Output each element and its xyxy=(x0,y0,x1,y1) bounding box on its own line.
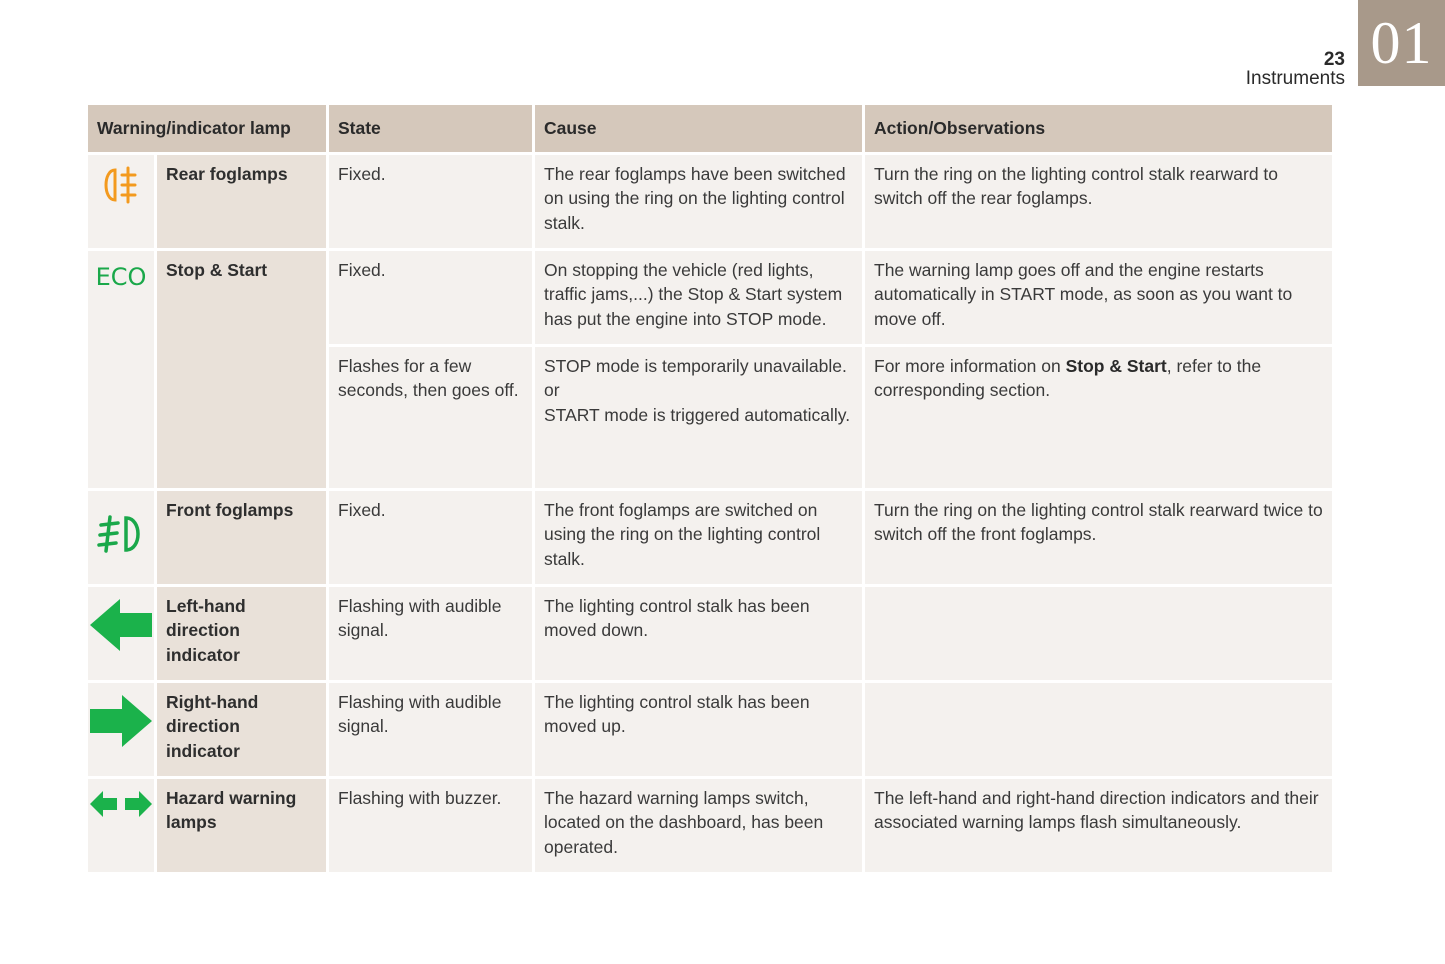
lamp-icon-cell xyxy=(87,250,156,490)
lamp-cause: The lighting control stalk has been moved up. xyxy=(534,682,864,778)
lamp-action: Turn the ring on the lighting control stalk rearward twice to switch off the front foglamps. xyxy=(864,490,1334,586)
lamp-state: Fixed. xyxy=(328,250,534,346)
lamp-cause: The front foglamps are switched on using the ring on the lighting control stalk. xyxy=(534,490,864,586)
action-bold-text: Stop & Start xyxy=(1065,356,1167,376)
lamp-cause: The hazard warning lamps switch, located on the dashboard, has been operated. xyxy=(534,778,864,874)
lamp-icon-cell xyxy=(87,154,156,250)
table-row xyxy=(87,490,1334,586)
lamp-name: Rear foglamps xyxy=(156,154,328,250)
lamp-cause xyxy=(534,346,864,490)
lamp-state: Fixed. xyxy=(328,490,534,586)
cause-line: or xyxy=(544,380,560,401)
rear-foglamp-icon xyxy=(98,165,144,211)
lamp-action: The left-hand and right-hand direction indicators and their associated warning lamps flash simultaneously. xyxy=(864,778,1334,874)
lamp-name: Left-hand direction indicator xyxy=(156,586,328,682)
eco-stop-start-icon xyxy=(93,261,149,297)
lamp-cause: The lighting control stalk has been moved down. xyxy=(534,586,864,682)
lamp-state: Flashing with audible signal. xyxy=(328,682,534,778)
column-header-lamp: Warning/indicator lamp xyxy=(87,104,328,154)
front-foglamp-icon xyxy=(95,513,147,561)
lamp-state: Flashing with audible signal. xyxy=(328,586,534,682)
lamp-icon-cell xyxy=(87,586,156,682)
column-header-state: State xyxy=(328,104,534,154)
column-header-cause: Cause xyxy=(534,104,864,154)
lamp-action xyxy=(864,346,1334,490)
action-text: For more information on xyxy=(874,356,1066,376)
lamp-icon-cell xyxy=(87,490,156,586)
lamp-name: Stop & Start xyxy=(156,250,328,490)
lamp-cause: The rear foglamps have been switched on using the ring on the lighting control stalk. xyxy=(534,154,864,250)
cause-line: STOP mode is temporarily unavailable. xyxy=(544,356,847,376)
lamp-icon-cell xyxy=(87,682,156,778)
lamp-name: Right-hand direction indicator xyxy=(156,682,328,778)
right-arrow-icon xyxy=(90,693,152,755)
lamp-state: Fixed. xyxy=(328,154,534,250)
lamp-state: Flashes for a few seconds, then goes off. xyxy=(328,346,534,490)
table-row xyxy=(87,682,1334,778)
lamp-icon-cell xyxy=(87,778,156,874)
warning-lamp-table xyxy=(85,102,1335,875)
table-row xyxy=(87,586,1334,682)
lamp-cause: On stopping the vehicle (red lights, traffic jams,...) the Stop & Start system has put the engine into STOP mode. xyxy=(534,250,864,346)
action-text: , refer to the corresponding section. xyxy=(874,356,1262,401)
page-number: 23 xyxy=(1323,49,1345,70)
lamp-action xyxy=(864,586,1334,682)
lamp-action: The warning lamp goes off and the engine restarts automatically in START mode, as soon as you want to move off. xyxy=(864,250,1334,346)
eco-icon-text: ECO xyxy=(95,263,147,291)
lamp-state: Flashing with buzzer. xyxy=(328,778,534,874)
left-arrow-icon xyxy=(90,597,152,659)
cause-line: START mode is triggered automatically. xyxy=(544,404,851,425)
lamp-name: Hazard warning lamps xyxy=(156,778,328,874)
lamp-action: Turn the ring on the lighting control stalk rearward to switch off the rear foglamps. xyxy=(864,154,1334,250)
chapter-tab: 01 xyxy=(1358,0,1445,86)
section-name: Instruments xyxy=(1245,68,1345,89)
table-row xyxy=(87,250,1334,346)
column-header-action: Action/Observations xyxy=(864,104,1334,154)
table-row xyxy=(87,778,1334,874)
table-row xyxy=(87,154,1334,250)
lamp-action xyxy=(864,682,1334,778)
hazard-arrows-icon xyxy=(90,789,152,825)
table-header-row xyxy=(87,104,1334,154)
lamp-name: Front foglamps xyxy=(156,490,328,586)
